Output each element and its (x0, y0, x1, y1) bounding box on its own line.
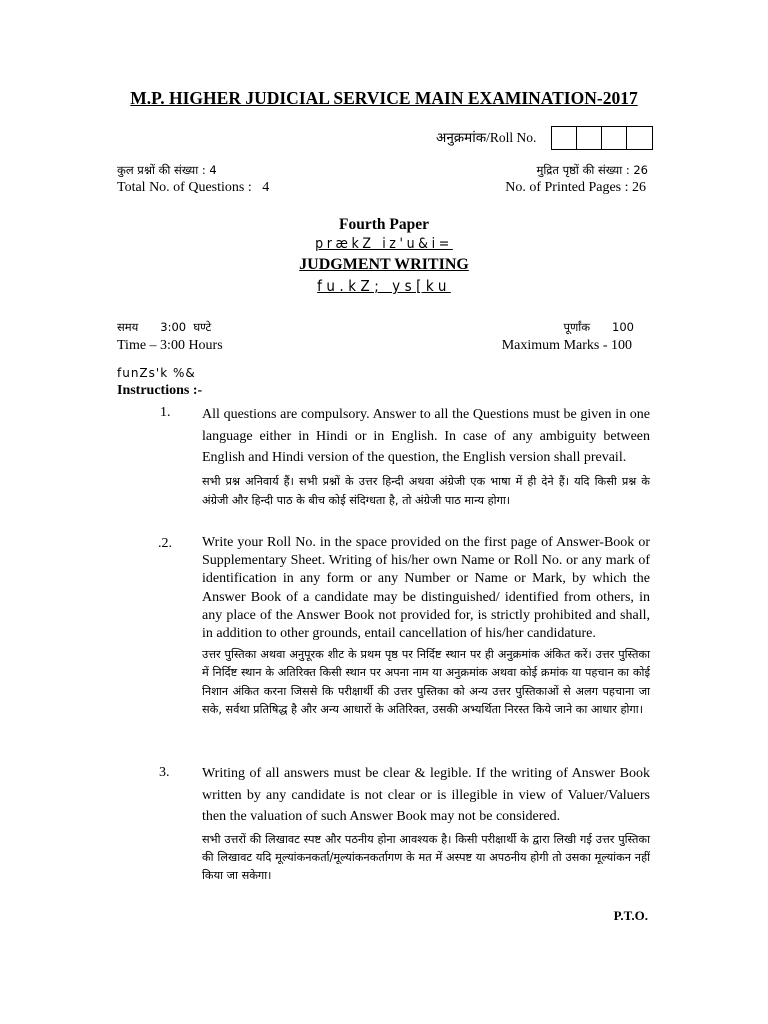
instruction-text-english: All questions are compulsory. Answer to all the Questions must be given in one language either in Hindi or in English. In case of any ambiguity between English and Hindi version of the question, the English version shall prevail. (202, 407, 650, 465)
instruction-text-hindi: सभी प्रश्न अनिवार्य हैं। सभी प्रश्नों के उत्तर हिन्दी अथवा अंग्रेजी एक भाषा में ही देने हैं। यदि किसी प्रश्न के अंग्रेजी और हिन्दी पाठ के बीच कोई संदिग्धता है, तो अंग्रेजी पाठ मान्य होगा। (202, 474, 650, 507)
instruction-item (202, 404, 650, 510)
subject-title-legacy-font: fu.kZ; ys[ku (317, 277, 451, 295)
total-questions: Total No. of Questions : 4 (117, 180, 270, 195)
printed-pages-hindi: मुद्रित पृष्ठों की संख्या : 26 (536, 163, 648, 177)
roll-number-box[interactable] (627, 127, 652, 149)
subject-title: JUDGMENT WRITING (299, 256, 469, 273)
instructions-heading: Instructions :- (117, 383, 203, 398)
instructions-heading-legacy-font: funZs'k %& (117, 366, 196, 380)
instruction-number: 3. (159, 765, 170, 780)
instruction-text-hindi: सभी उत्तरों की लिखावट स्पष्ट और पठनीय होना आवश्यक है। किसी परीक्षार्थी के द्वारा लिखी गई उत्तर पुस्तिका की लिखावट यदि मूल्यांकनकर्ता/मूल्यांकनकर्तागण के मत में अस्पष्ट या अपठनीय होगी तो उसका मूल्यांकन नहीं किया जा सकेगा। (202, 832, 650, 882)
instruction-text-english: Write your Roll No. in the space provided on the first page of Answer-Book or Supplementary Sheet. Writing of his/her own Name or Roll No. or any mark of identification in any form or any Number or Name or Mark, by which the Answer Book of a candidate may be distinguished/ identified from others, in any place of the Answer Book not provided for, is strictly prohibited and shall, in addition to other grounds, entail cancellation of his/her candidature. (202, 535, 650, 642)
paper-title: Fourth Paper (339, 216, 429, 233)
total-questions-hindi: कुल प्रश्नों की संख्या : 4 (117, 163, 217, 177)
exam-title: M.P. HIGHER JUDICIAL SERVICE MAIN EXAMINATION-2017 (130, 88, 638, 108)
instruction-item (202, 534, 650, 719)
instruction-number: 1. (160, 405, 171, 420)
max-marks-hindi: पूर्णांक 100 (563, 320, 634, 334)
roll-number-box[interactable] (552, 127, 577, 149)
instruction-item (202, 763, 650, 885)
time-hindi: समय 3:00 घण्टे (117, 320, 212, 334)
paper-title-legacy-font: prækZ iz'u&i= (315, 236, 453, 252)
please-turn-over: P.T.O. (613, 908, 648, 923)
roll-number-box[interactable] (577, 127, 602, 149)
roll-number-label: अनुक्रमांक/Roll No. (436, 130, 537, 145)
roll-number-box[interactable] (602, 127, 627, 149)
instruction-text-hindi: उत्तर पुस्तिका अथवा अनुपूरक शीट के प्रथम पृष्ठ पर निर्दिष्ट स्थान पर ही अनुक्रमांक अंकित करें। उत्तर पुस्तिका में निर्दिष्ट स्थान के अतिरिक्त किसी स्थान पर अपना नाम या अनुक्रमांक अथवा कोई क्रमांक या पहचान का कोई निशान अंकित करना जिससे कि परीक्षार्थी की उत्तर पुस्तिका को अन्य उत्तर पुस्तिकाओं से अलग पहचाना जा सके, सर्वथा प्रतिषिद्ध है और अन्य आधारों के अतिरिक्त, उसकी अभ्यर्थिता निरस्त किये जाने का आधार होगा। (202, 648, 650, 716)
printed-pages: No. of Printed Pages : 26 (505, 180, 646, 195)
roll-number-boxes[interactable] (551, 126, 653, 150)
max-marks: Maximum Marks - 100 (501, 338, 632, 353)
instruction-number: .2. (158, 536, 172, 551)
instruction-text-english: Writing of all answers must be clear & legible. If the writing of Answer Book written by any candidate is not clear or is illegible in view of Valuer/Valuers then the valuation of such Answer Book may not be considered. (202, 766, 650, 824)
time-allowed: Time – 3:00 Hours (117, 338, 223, 353)
